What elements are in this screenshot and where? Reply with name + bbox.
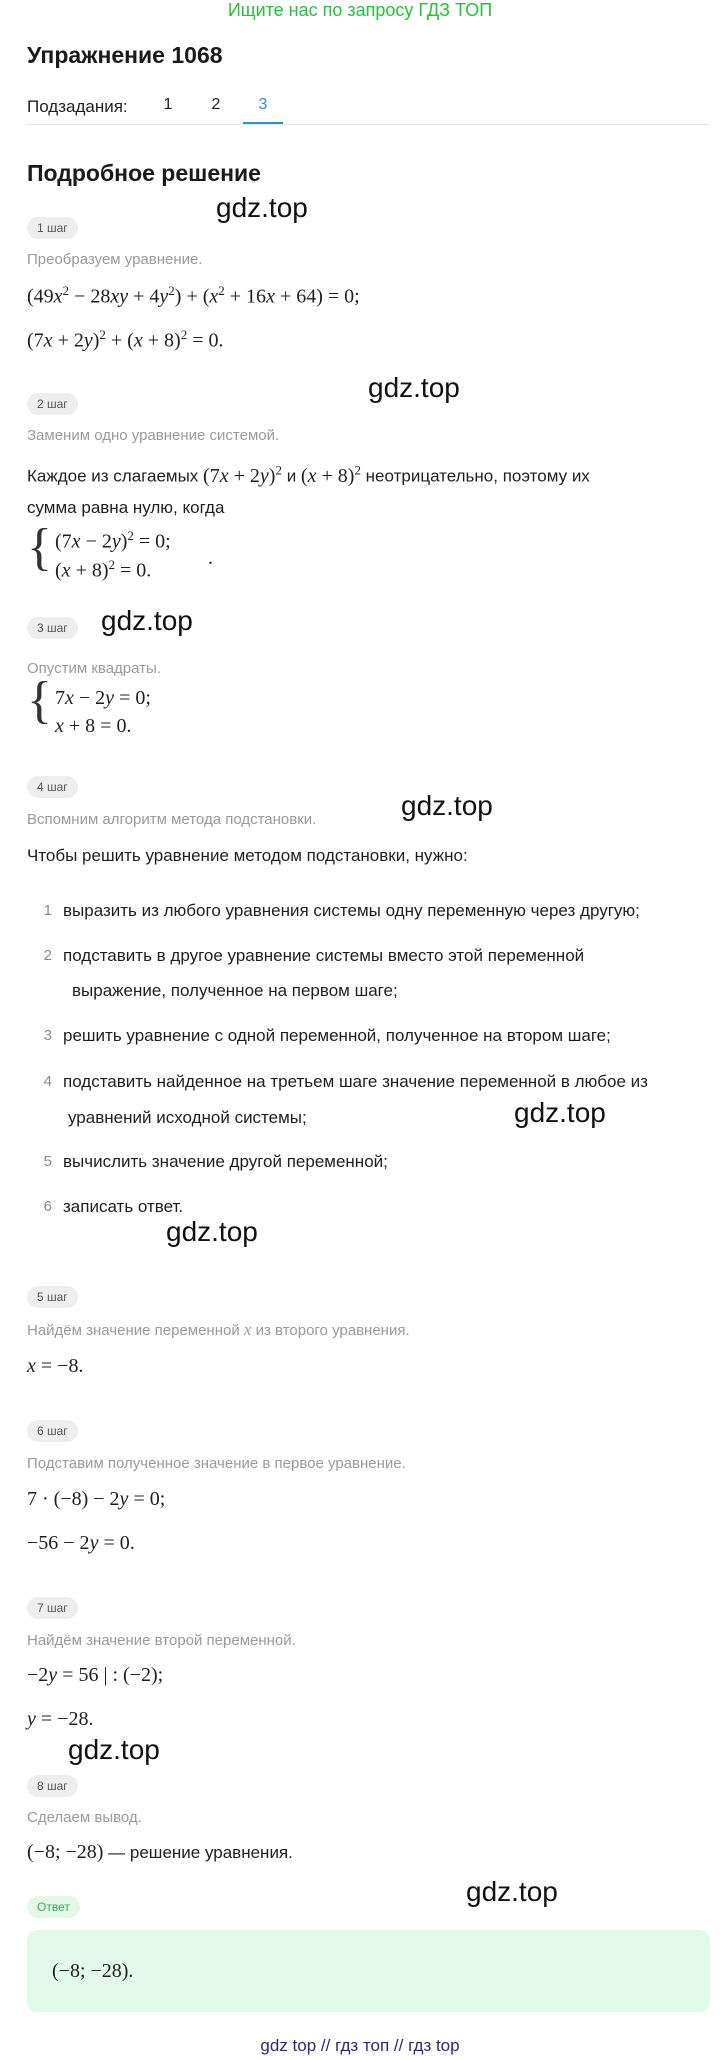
step-2-system-dot: . bbox=[208, 547, 213, 569]
step-3-system-eq-1: 7x − 2y = 0; bbox=[55, 687, 151, 709]
step-3-system-eq-2: x + 8 = 0. bbox=[55, 715, 132, 737]
list-item-number: 6 bbox=[43, 1198, 52, 1215]
step-7-equation-1: −2y = 56 | : (−2); bbox=[27, 1664, 164, 1686]
list-item: записать ответ. bbox=[63, 1197, 184, 1216]
step-badge-3: 3 шаг bbox=[27, 617, 78, 639]
step-8-conclusion bbox=[27, 1841, 293, 1864]
step-badge-8: 8 шаг bbox=[27, 1775, 78, 1797]
step-2-text-and: и bbox=[286, 466, 297, 486]
step-4-intro: Чтобы решить уравнение методом подстановки, нужно: bbox=[27, 846, 468, 865]
step-6-equation-2: −56 − 2y = 0. bbox=[27, 1532, 135, 1554]
step-2-term-2: $(x + 8)^2$ bbox=[300, 462, 361, 487]
step-6-hint: Подставим полученное значение в первое уравнение. bbox=[27, 1455, 406, 1472]
step-4-hint: Вспомним алгоритм метода подстановки. bbox=[27, 811, 317, 828]
list-item-continuation: выражение, полученное на первом шаге; bbox=[72, 981, 398, 1000]
step-7-equation-2: y = −28. bbox=[27, 1708, 94, 1730]
system-brace: { bbox=[27, 519, 52, 576]
watermark: gdz.top bbox=[166, 1216, 258, 1247]
tab-subtask-2[interactable]: 2 bbox=[211, 96, 221, 113]
page-title: Упражнение 1068 bbox=[27, 42, 223, 68]
step-8-pair: (−8; −28) bbox=[27, 1841, 104, 1863]
step-1-hint: Преобразуем уравнение. bbox=[27, 251, 203, 268]
list-item-number: 3 bbox=[43, 1027, 52, 1044]
step-5-hint-a: Найдём значение переменной bbox=[27, 1322, 240, 1339]
list-item-number: 5 bbox=[43, 1153, 52, 1170]
step-5-hint-b: из второго уравнения. bbox=[255, 1322, 410, 1339]
watermark: gdz.top bbox=[68, 1734, 160, 1765]
step-badge-1: 1 шаг bbox=[27, 217, 78, 239]
step-badge-7: 7 шаг bbox=[27, 1597, 78, 1619]
step-5-hint bbox=[27, 1320, 410, 1340]
step-badge-6: 6 шаг bbox=[27, 1420, 78, 1442]
step-2-text-line-2: сумма равна нулю, когда bbox=[27, 498, 225, 517]
tab-subtask-3[interactable]: 3 bbox=[258, 96, 268, 113]
list-item: подставить в другое уравнение системы вместо этой переменной bbox=[63, 946, 585, 965]
section-title: Подробное решение bbox=[27, 160, 261, 186]
step-8-hint: Сделаем вывод. bbox=[27, 1809, 142, 1826]
step-badge-5: 5 шаг bbox=[27, 1286, 78, 1308]
watermark: gdz.top bbox=[401, 790, 493, 821]
watermark: gdz.top bbox=[101, 605, 193, 636]
system-brace: { bbox=[27, 672, 52, 729]
step-badge-2: 2 шаг bbox=[27, 393, 78, 415]
list-item-continuation: уравнений исходной системы; bbox=[68, 1108, 307, 1127]
step-2-system-eq-2: $(x + 8)^2 = 0$. bbox=[55, 557, 152, 582]
watermark: gdz.top bbox=[368, 372, 460, 403]
step-1-equation-1: $(49x^2 - 28xy + 4y^2) + (x^2 + 16x + 64) = 0$; bbox=[27, 283, 360, 308]
step-2-text-b: неотрицательно, поэтому их bbox=[365, 466, 590, 486]
step-8-text: — решение уравнения. bbox=[108, 1843, 293, 1862]
list-item: вычислить значение другой переменной; bbox=[63, 1152, 388, 1171]
step-2-text-line-1 bbox=[27, 459, 590, 488]
watermark: gdz.top bbox=[466, 1876, 558, 1907]
answer-value: (−8; −28). bbox=[52, 1960, 134, 1982]
search-banner: Ищите нас по запросу ГДЗ ТОП bbox=[227, 0, 493, 20]
step-3-hint: Опустим квадраты. bbox=[27, 660, 161, 677]
tab-subtask-1[interactable]: 1 bbox=[163, 96, 173, 113]
step-2-text-a: Каждое из слагаемых bbox=[27, 466, 199, 486]
step-5-result: x = −8. bbox=[27, 1355, 84, 1377]
list-item: подставить найденное на третьем шаге значение переменной в любое из bbox=[63, 1072, 648, 1091]
list-item: решить уравнение с одной переменной, полученное на втором шаге; bbox=[63, 1026, 611, 1045]
answer-badge: Ответ bbox=[27, 1896, 80, 1918]
step-7-hint: Найдём значение второй переменной. bbox=[27, 1632, 296, 1649]
watermark: gdz.top bbox=[216, 192, 308, 223]
list-item-number: 1 bbox=[43, 902, 52, 919]
step-1-equation-2: $(7x + 2y)^2 + (x + 8)^2 = 0$. bbox=[27, 327, 224, 352]
subtasks-label: Подзадания: bbox=[27, 97, 128, 116]
watermark: gdz.top bbox=[514, 1097, 606, 1128]
variable-x: x bbox=[243, 1320, 252, 1339]
step-badge-4: 4 шаг bbox=[27, 776, 78, 798]
list-item-number: 4 bbox=[43, 1073, 52, 1090]
step-2-hint: Заменим одно уравнение системой. bbox=[27, 427, 280, 444]
step-2-term-1: $(7x + 2y)^2$ bbox=[203, 462, 282, 487]
list-item-number: 2 bbox=[43, 947, 52, 964]
footer-links[interactable]: gdz top // гдз топ // гдз top bbox=[260, 2036, 460, 2055]
tabs-divider bbox=[27, 124, 710, 125]
step-6-equation-1: 7 · (−8) − 2y = 0; bbox=[27, 1488, 166, 1510]
list-item: выразить из любого уравнения системы одну переменную через другую; bbox=[63, 901, 640, 920]
step-2-system-eq-1: $(7x - 2y)^2 = 0$; bbox=[55, 528, 171, 553]
